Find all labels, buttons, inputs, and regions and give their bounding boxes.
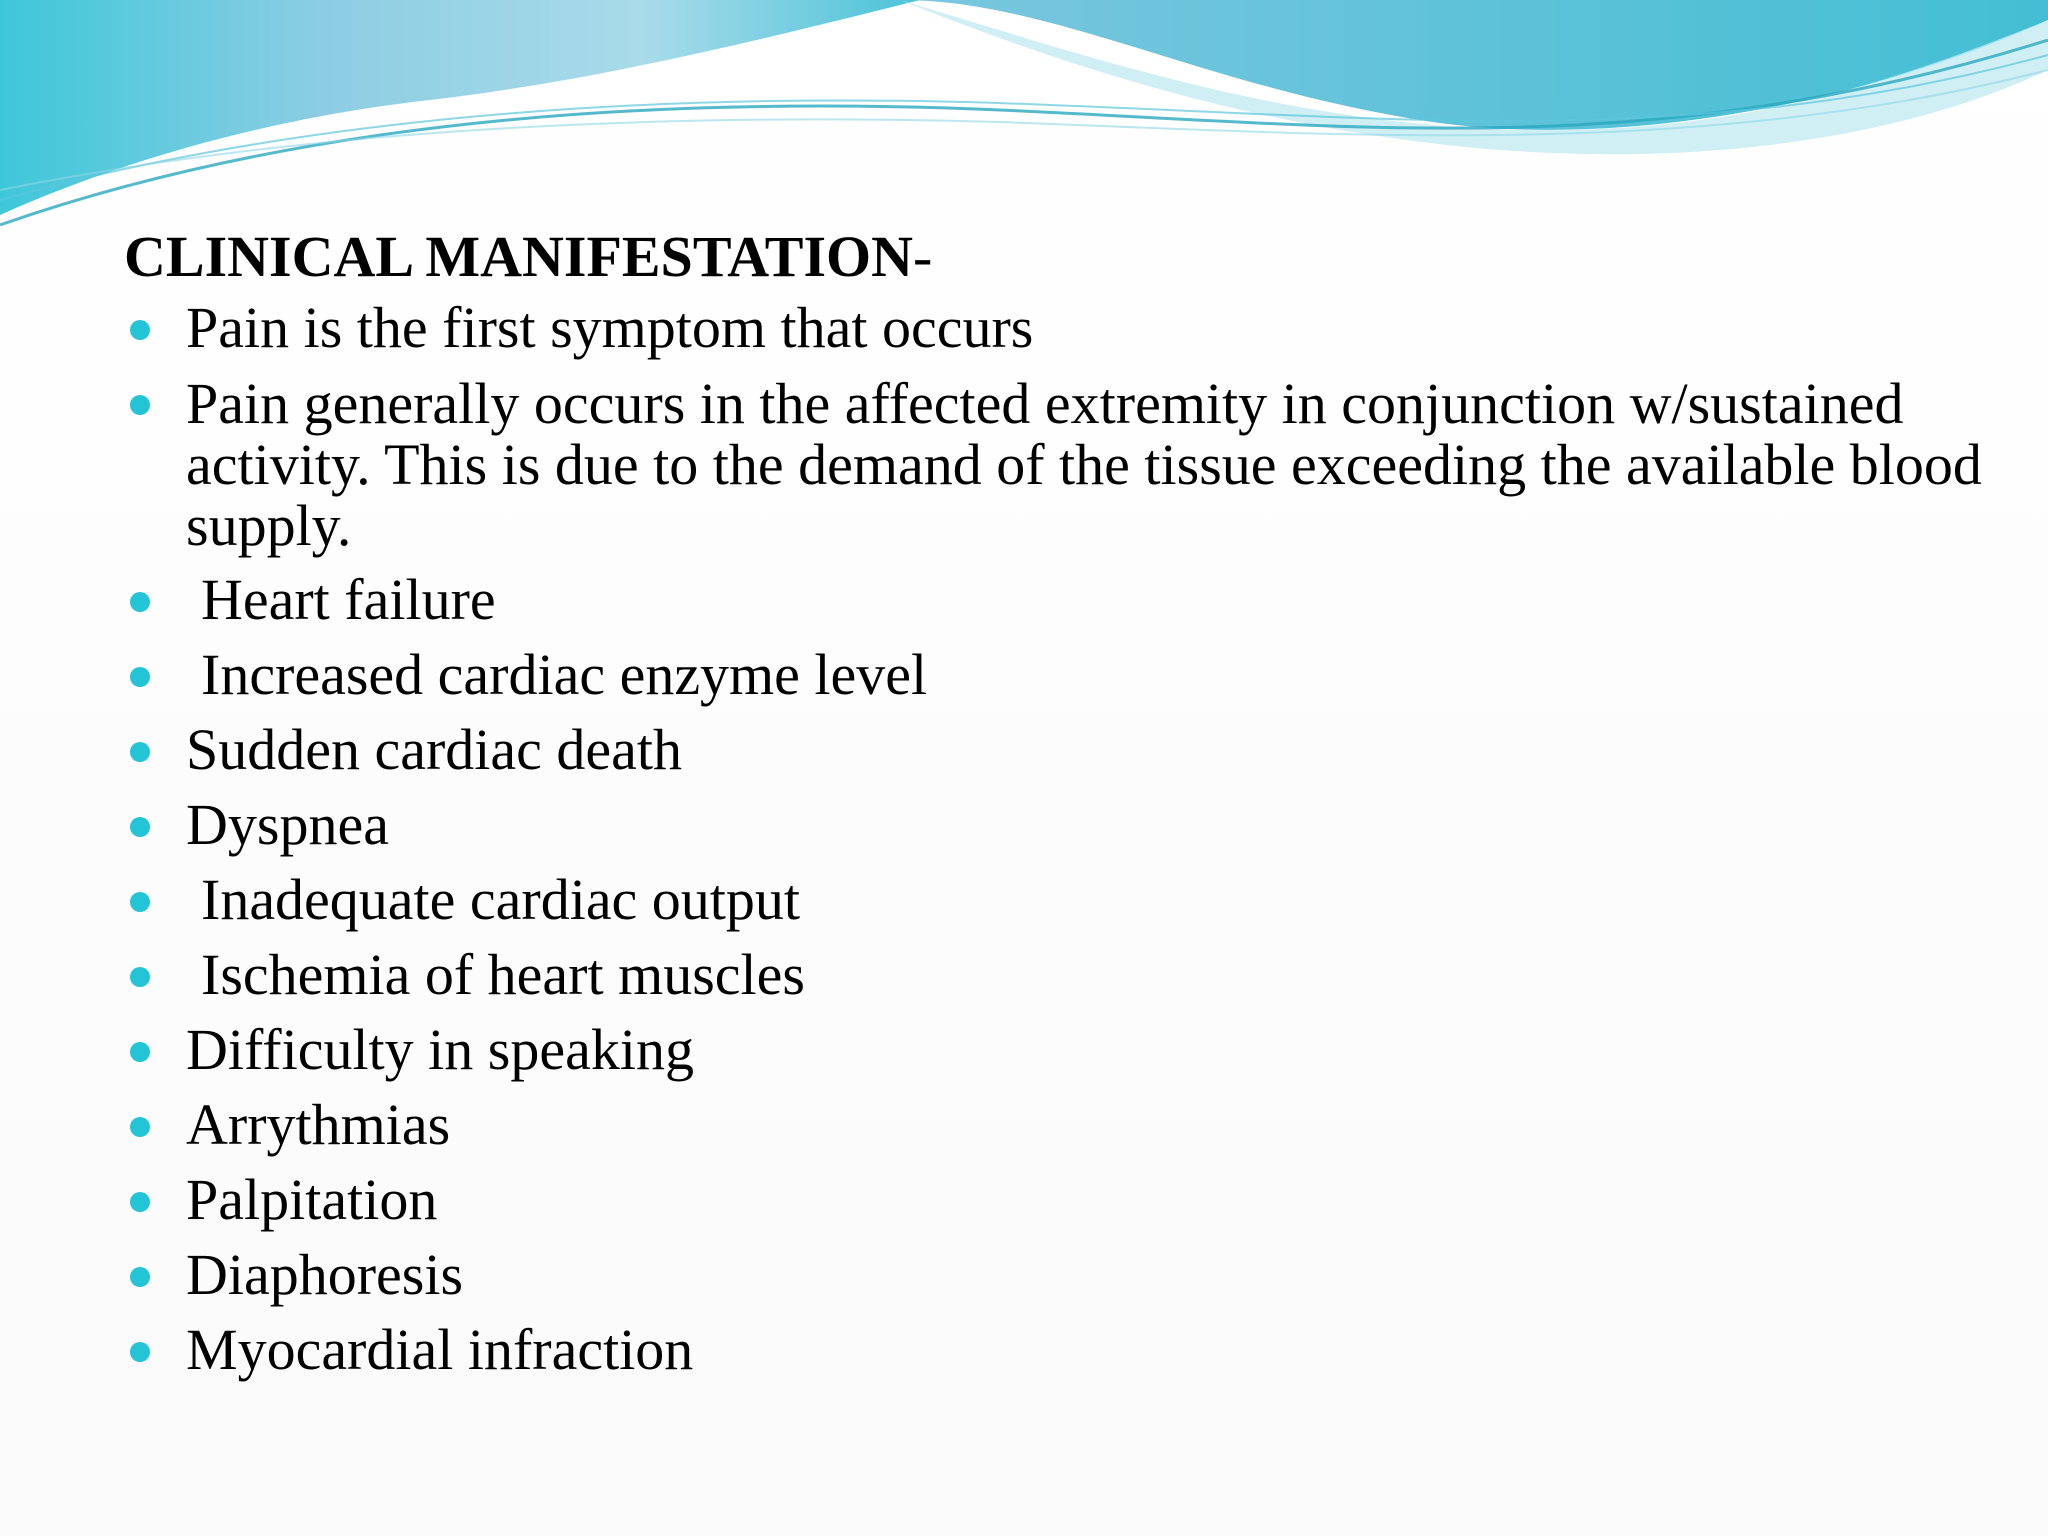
list-item: Ischemia of heart muscles xyxy=(124,945,2004,1005)
list-item: Heart failure xyxy=(124,570,2004,630)
bullet-dot-icon xyxy=(130,320,150,340)
bullet-list xyxy=(124,295,2004,1382)
bullet-dot-icon xyxy=(130,1267,150,1287)
list-item: Difficulty in speaking xyxy=(124,1020,2004,1080)
header-wave-decoration xyxy=(0,0,2048,240)
bullet-dot-icon xyxy=(130,592,150,612)
list-item: Arrythmias xyxy=(124,1095,2004,1155)
list-item: Diaphoresis xyxy=(124,1245,2004,1305)
slide-content xyxy=(124,222,2004,1395)
bullet-dot-icon xyxy=(130,817,150,837)
bullet-dot-icon xyxy=(130,892,150,912)
list-item: Sudden cardiac death xyxy=(124,720,2004,780)
title-text: CLINICAL MANIFESTATION xyxy=(124,224,914,289)
list-item: Pain is the first symptom that occurs xyxy=(124,298,2004,358)
bullet-dot-icon xyxy=(130,967,150,987)
list-item: Dyspnea xyxy=(124,795,2004,855)
bullet-dot-icon xyxy=(130,742,150,762)
bullet-dot-icon xyxy=(130,1117,150,1137)
bullet-dot-icon xyxy=(130,667,150,687)
list-item: Increased cardiac enzyme level xyxy=(124,645,2004,705)
list-item: Myocardial infraction xyxy=(124,1320,2004,1380)
bullet-dot-icon xyxy=(130,1042,150,1062)
bullet-dot-icon xyxy=(130,1192,150,1212)
list-item: Palpitation xyxy=(124,1170,2004,1230)
bullet-dot-icon xyxy=(130,1342,150,1362)
list-item: Inadequate cardiac output xyxy=(124,870,2004,930)
list-item: Pain generally occurs in the affected extremity in conjunction w/sustained activity. This is due to the demand of the tissue exceeding the available blood supply. xyxy=(124,373,2004,556)
slide-title xyxy=(124,222,2004,292)
title-suffix: - xyxy=(913,224,933,289)
bullet-dot-icon xyxy=(130,395,150,415)
